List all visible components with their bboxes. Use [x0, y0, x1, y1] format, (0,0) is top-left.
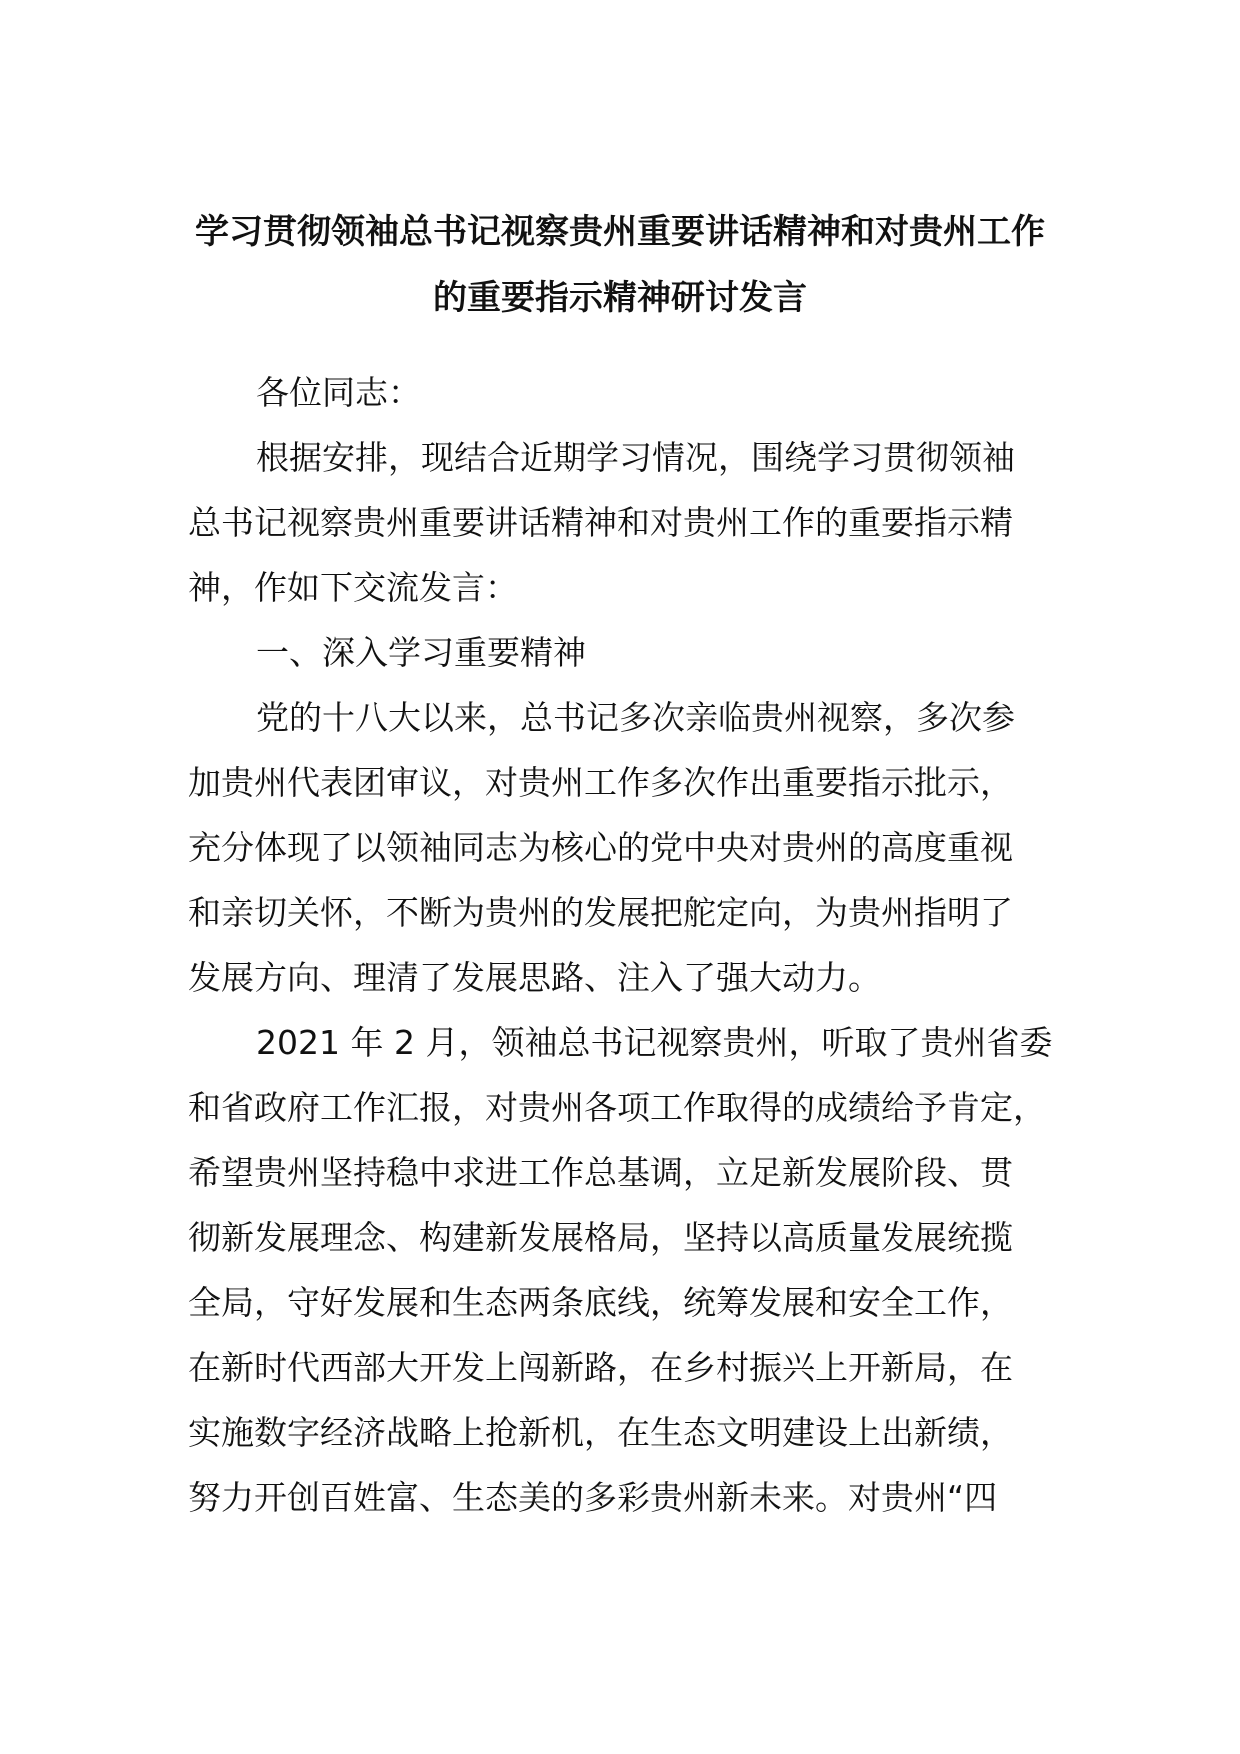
document-title [150, 199, 1090, 331]
title-line: 学习贯彻领袖总书记视察贵州重要讲话精神和对贵州工作 [195, 212, 1045, 252]
paragraph-line: 神，作如下交流发言： [188, 568, 518, 607]
paragraph-line: 2021 年 2 月，领袖总书记视察贵州，听取了贵州省委 [256, 1023, 1053, 1062]
salutation: 各位同志： [256, 373, 421, 412]
section-heading: 一、深入学习重要精神 [256, 633, 586, 672]
paragraph-line: 彻新发展理念、构建新发展格局，坚持以高质量发展统揽 [188, 1218, 1013, 1257]
paragraph-line: 根据安排，现结合近期学习情况，围绕学习贯彻领袖 [256, 438, 1015, 477]
paragraph-line: 全局，守好发展和生态两条底线，统筹发展和安全工作， [188, 1283, 1013, 1322]
paragraph-line: 加贵州代表团审议，对贵州工作多次作出重要指示批示， [188, 763, 1013, 802]
paragraph-line: 总书记视察贵州重要讲话精神和对贵州工作的重要指示精 [188, 503, 1013, 542]
paragraph-line: 在新时代西部大开发上闯新路，在乡村振兴上开新局，在 [188, 1348, 1013, 1387]
paragraph-line: 和亲切关怀，不断为贵州的发展把舵定向，为贵州指明了 [188, 893, 1013, 932]
paragraph-line: 希望贵州坚持稳中求进工作总基调，立足新发展阶段、贯 [188, 1153, 1013, 1192]
paragraph-line: 努力开创百姓富、生态美的多彩贵州新未来。对贵州“四 [188, 1478, 998, 1517]
document-body [188, 360, 1068, 1530]
title-line: 的重要指示精神研讨发言 [433, 278, 807, 318]
paragraph-line: 党的十八大以来，总书记多次亲临贵州视察，多次参 [256, 698, 1015, 737]
paragraph-line: 充分体现了以领袖同志为核心的党中央对贵州的高度重视 [188, 828, 1013, 867]
paragraph-line: 和省政府工作汇报，对贵州各项工作取得的成绩给予肯定， [188, 1088, 1046, 1127]
paragraph-line: 发展方向、理清了发展思路、注入了强大动力。 [188, 958, 881, 997]
paragraph-line: 实施数字经济战略上抢新机，在生态文明建设上出新绩， [188, 1413, 1013, 1452]
